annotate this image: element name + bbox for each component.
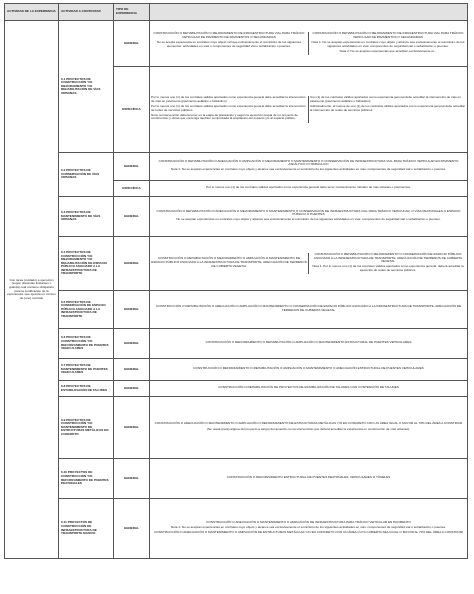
requirement-note: Nota 1: Por lo menos uno (1) de los contratos válidos aportados como experiencia general, deberá acreditar la ejecución de redes de servicios públicos. (312, 264, 464, 272)
type-general: GENERAL (114, 21, 150, 67)
requirement-cell (150, 381, 468, 397)
type-general: GENERAL (114, 381, 150, 397)
table-row (5, 397, 468, 459)
table-row (5, 291, 468, 329)
table-row (5, 237, 468, 291)
requirement-text: CONSTRUCCIÓN O ADECUACIÓN O MANTENIMIENTO O AMPLIACIÓN O REFORZAMIENTO DE ESTRUCTURAS METÁLICAS Y/O EN CONCRETO CON UN ÁREA IGUAL O MAYOR AL 70% DEL ÁREA A CONSTRUIR (154, 421, 463, 426)
requirement-cell (150, 499, 468, 559)
requirement-text: CONSTRUCCIÓN O REFORZAMIENTO ESTRUCTURAL DE PUENTES PEATONALES, VEHICULARES O TÚNELES (226, 474, 391, 479)
requirement-note: Nota 1: No se aceptan experiencias en contratos cuyo objeto y alcance sea exclusivamente el suministro de los siguientes actividades en vías: componentes de seguridad vial o señalización o puentes. (170, 524, 447, 529)
table-row (5, 21, 468, 67)
type-specific: ESPECÍFICA (114, 181, 150, 197)
type-specific: ESPECÍFICA (114, 67, 150, 153)
type-general: GENERAL (114, 329, 150, 359)
requirement-cell (150, 237, 468, 291)
table-row (5, 459, 468, 499)
type-general: GENERAL (114, 291, 150, 329)
table-header (5, 4, 468, 21)
requirement-cell (150, 197, 468, 237)
requirement-note: No se aceptan experiencias en contratos cuyo objeto y alcance sea exclusivamente el suministro de los siguientes actividades en vías: componentes de seguridad vial o señalización o puentes. (176, 217, 441, 222)
requirement-note: Nota: la intervención deberá tener en la etapa de planeación y según la ejecución propia de un proyecto de construcción y obras que contenga también comprobada la ampliación del impacto y/o al espacio público. (151, 112, 298, 121)
requirement-note: Nota 1: No se aceptan experiencias en contratos cuyo objeto y alcance sea exclusivamente el suministro de los siguientes actividades en vías: componentes de seguridad vial o señalización o puentes. (170, 167, 447, 172)
requirement-text: CONSTRUCCIÓN O ADECUACIÓN O MANTENIMIENTO O AMPLIACIÓN DE INFRAESTRUCTURA PARA TRÁFICO VEHICULAR EN PAVIMENTO (206, 519, 411, 524)
requirement-note: (Se usará (para) alguna del proyecto a cargo) del acuerdo con la intervención que deberá acreditar la experiencia en construcción de vías urbanas). (207, 426, 410, 431)
table-row (5, 359, 468, 381)
requirement-text: CONSTRUCCIÓN O REFORZAMIENTO O REHABILITACIÓN O AMPLIACIÓN O MANTENIMIENTO O ADECUACIÓN ESTRUCTURAL DE PUENTES VEHICULARES (193, 365, 424, 370)
requirement-text: Adicionalmente, al menos de uno (1) de los contratos válidos aportados como experiencia general debe acreditar la intervención de redes de servicios públicos. (310, 104, 466, 112)
row-activity-label: 6.2 PROYECTOS DE CONSERVACIÓN DE VÍAS URBANAS (59, 153, 114, 197)
row-activity-label: 6.6 PROYECTOS DE CONSTRUCCIÓN Y/O REFORZAMIENTO DE PUENTES VEHICULARES (59, 329, 114, 359)
requirement-text: CONSTRUCCIÓN O REHABILITACIÓN O MEJORAMIENTO DE INFRAESTRUCTURA VIAL PARA TRÁFICO VEHICULAR DE PAVIMENTO DE PAVIMENTOS O SECUNDARIAS (153, 31, 305, 39)
header-experience-type: TIPO DE EXPERIENCIA (114, 4, 150, 21)
requirement-cell (150, 21, 468, 67)
type-general: GENERAL (114, 397, 150, 459)
table-row (5, 153, 468, 181)
requirement-text: CONSTRUCCIÓN O ADECUACIÓN O MANTENIMIENTO O AMPLIACIÓN DE ESTRUCTURAS METÁLICAS Y/O EN CONCRETO CON UN ÁREA CUYA CUBIERTA SEA IGUAL O MAYOR AL 70% DEL ÁREA A CONSTRUIR (154, 530, 463, 535)
requirement-cell (150, 397, 468, 459)
requirement-text: CONSTRUCCIÓN O REHABILITACIÓN O ADECUACIÓN O AMPLIACIÓN O MEJORAMIENTO O MANTENIMIENTO O CONSERVACIÓN DE INFRAESTRUCTURA VIAL PARA TRÁFICO VEHICULAR EN PAVIMENTO ASFÁLTICO O HIDRÁULICO (158, 158, 459, 167)
row-activity-label: 6.7 PROYECTOS DE MANTENIMIENTO DE PUENTES VEHICULARES (59, 359, 114, 381)
requirement-text: CONSTRUCCIÓN O REFORZAMIENTO O REHABILITACIÓN O AMPLIACIÓN O MANTENIMIENTO ESTRUCTURAL DE PUENTES VEHICULARES (205, 339, 412, 344)
requirement-text: CONSTRUCCIÓN O REHABILITACIÓN DE PROYECTOS DE ESTABILIZACIÓN DE TALUDES CON CONTENCIÓN DE TALUDES (218, 384, 399, 389)
requirement-cell (150, 291, 468, 329)
header-activity-experience: ACTIVIDAD DE LA EXPERIENCIA (5, 4, 59, 21)
requirement-cell (150, 359, 468, 381)
table-row (5, 329, 468, 359)
requirement-text: Por lo menos uno (1) de los contratos válidos aportados como experiencia general debe acreditar la intervención de redes de servicios públicos. (151, 104, 306, 112)
type-general: GENERAL (114, 459, 150, 499)
row-activity-label: 6.5 PROYECTOS DE CONSERVACIÓN DE ESPACIO PÚBLICO ASOCIADO A LA INFRAESTRUCTURA DE TRANSPORTE (59, 291, 114, 329)
requirement-note: Nota 1: No se aceptan experiencias en contratos cuyo objeto y alcance sea exclusivamente el suministro de los siguientes actividades en vías: componentes de seguridad vial o señalización o puentes. (311, 39, 465, 48)
requirement-note: Nota 2: No se aceptan experiencias que acrediten exclusivamente el... (339, 48, 437, 53)
type-general: GENERAL (114, 153, 150, 181)
header-blank (150, 4, 468, 21)
type-general: GENERAL (114, 237, 150, 291)
row-activity-label: 6.9 PROYECTOS DE CONSTRUCCIÓN Y/O MANTENIMIENTO DE ESTRUCTURAS METÁLICAS EN CONCRETO (59, 397, 114, 459)
requirement-cell (150, 153, 468, 181)
requirement-text: Uno (1) de los contratos válidos aportados como experiencia general debe acreditar la intervención de vías en pavimento (pavimento asfáltico o hidráulico). (310, 95, 461, 104)
table-row (5, 197, 468, 237)
requirement-note: No se acepta experiencia en contratos cuyo objeto incluya exclusivamente el suministro de los siguientes elementos: actividades en vías o componentes de seguridad vial o señalización o puentes. (156, 39, 302, 48)
activity-cell (5, 21, 59, 559)
requirement-cell (150, 459, 468, 499)
row-activity-label: 6.10 PROYECTOS DE CONSTRUCCIÓN Y/O REFORZAMIENTO DE PUENTES PEATONALES (59, 459, 114, 499)
row-activity-label: 6.4 PROYECTOS DE CONSTRUCCIÓN Y/O MEJORAMIENTO Y/O REHABILITACIÓN DE ESPACIO PÚBLICO ASOCIADO A LA INFRAESTRUCTURA DE TRANSPORTE (59, 237, 114, 291)
row-activity-label: 6.3 PROYECTOS DE MANTENIMIENTO DE VÍAS URBANAS (59, 197, 114, 237)
type-general: GENERAL (114, 499, 150, 559)
type-general: GENERAL (114, 197, 150, 237)
activity-text: Con tarea (cuidado) a ejecución (según cláusulas limitantes o guarda) cual contiene obligatorio para la certificación de la experiencia, que ejecuta un mínimo de (uno) contrato (7, 277, 56, 300)
requirement-text: CONSTRUCCIÓN O REHABILITACIÓN O MEJORAMIENTO O AMPLIACIÓN O MANTENIMIENTO DE ESPACIO PÚBLICO ASOCIADO A LA INFRAESTRUCTURA DE TRANSPORTE, ADECUACIÓN DE TERRENOS DE CUBIERTA VEGETAL (151, 256, 307, 268)
table-row (5, 499, 468, 559)
requirement-text: Por lo menos uno (1) de los contratos válidos aportados como experiencia general debe acreditar la intervención de vías en pavimento (pavimento asfáltico o hidráulico). (151, 95, 306, 104)
row-activity-label: 6.1 PROYECTOS DE CONSTRUCCIÓN Y/O MEJORAMIENTO Y/O REHABILITACIÓN DE VÍAS URBANAS (59, 21, 114, 153)
requirement-cell (150, 67, 468, 153)
requirement-text: CONSTRUCCIÓN O REHABILITACIÓN O ADECUACIÓN O AMPLIACIÓN O MANTENIMIENTO O CONSERVACIÓN DE ESPACIO PÚBLICO ASOCIADO A LA INFRAESTRUCTURA DE TRANSPORTE, ADECUACIÓN DE TERRENOS DE CUBIERTA VEGETAL (155, 304, 462, 312)
row-activity-label: 6.11 PROYECTOS DE CONSTRUCCIÓN DE INFRAESTRUCTURA DE TRANSPORTE MASIVO (59, 499, 114, 559)
requirement-text: CONSTRUCCIÓN O REHABILITACIÓN O MEJORAMIENTO O CONSERVACIÓN DE ESPACIO PÚBLICO ASOCIADO A LA INFRAESTRUCTURA DE TRANSPORTE, ADECUACIÓN DE TERRENOS DE CUBIERTA VEGETAL (313, 252, 463, 264)
requirement-cell (150, 329, 468, 359)
type-general: GENERAL (114, 359, 150, 381)
header-activity-contract: ACTIVIDAD A CONTRATAR (59, 4, 114, 21)
requirement-cell (150, 181, 468, 197)
row-activity-label: 6.8 PROYECTOS DE ESTABILIZACIÓN DE TALUDES (59, 381, 114, 397)
experience-table (4, 3, 468, 559)
table-row (5, 381, 468, 397)
requirement-text: CONSTRUCCIÓN O REHABILITACIÓN O MEJORAMIENTO DE INFRAESTRUCTURA VIAL PARA TRÁFICO VEHICULAR DE PAVIMENTOS O SECUNDARIAS (312, 31, 464, 39)
requirement-text: CONSTRUCCIÓN O REHABILITACIÓN O ADECUACIÓN O MEJORAMIENTO O MANTENIMIENTO O CONSERVACIÓN DE INFRAESTRUCTURA VIAL PARA TRÁFICO VEHICULAR, O VÍAS PEATONALES O ESPACIO PÚBLICO O PUENTES (156, 208, 461, 217)
requirement-text: Por lo menos uno (1) de los contratos válidos aportados como experiencia general debe tener mantenimiento rutinario de vías urbanas o pavimentos. (206, 184, 411, 189)
